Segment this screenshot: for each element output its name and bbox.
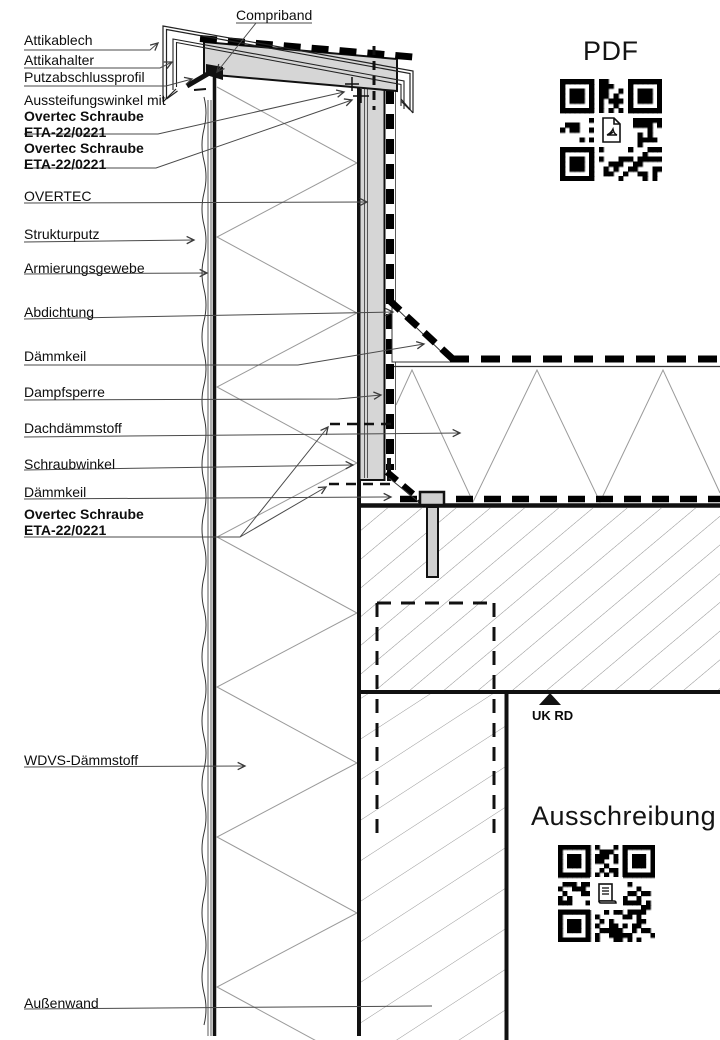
callout-attikahalter: Attikahalter [24,52,95,68]
wdvs-insulation-symbol [217,87,357,1040]
callout-putzabschlussprofil: Putzabschlussprofil [24,69,145,85]
callout-schraubwinkel: Schraubwinkel [24,456,116,472]
ausschreibung-heading: Ausschreibung [531,801,717,831]
callout-daemmkeil-1: Dämmkeil [24,348,87,364]
callout-wdvs-daemmstoff: WDVS-Dämmstoff [24,752,139,768]
callout-attikablech: Attikablech [24,32,93,48]
callout-dachdaemmstoff: Dachdämmstoff [24,420,122,436]
callout-overtec: OVERTEC [24,188,92,204]
callout-dampfsperre: Dampfsperre [24,384,105,400]
callout-strukturputz: Strukturputz [24,226,100,242]
callout-aussteifungswinkel: Aussteifungswinkel mit Overtec Schraube ETA-22/0221 [24,92,166,140]
callout-armierungsgewebe: Armierungsgewebe [24,260,145,276]
callout-abdichtung: Abdichtung [24,304,95,320]
parapet-column [360,60,396,480]
pdf-heading: PDF [583,36,639,66]
callout-aussenwand: Außenwand [24,995,99,1011]
concrete-slab [357,506,720,693]
callout-overtec-schraube-2: Overtec Schraube ETA-22/0221 [24,506,144,538]
plaster-layers [202,74,215,1036]
pdf-file-icon [594,113,628,147]
document-icon [590,877,623,910]
uk-rd-label: UK RD [532,708,574,723]
uk-rd-level-marker [539,693,561,705]
callout-daemmkeil-2: Dämmkeil [24,484,87,500]
roof-insulation-symbol [394,367,720,503]
putzabschlussprofil-piece [187,72,211,90]
exterior-wall [361,692,507,1040]
callout-compriband: Compriband [236,7,313,23]
daemmkeil-top-wedge [389,300,456,362]
callout-overtec-schraube-1: Overtec Schraube ETA-22/0221 [24,140,144,172]
